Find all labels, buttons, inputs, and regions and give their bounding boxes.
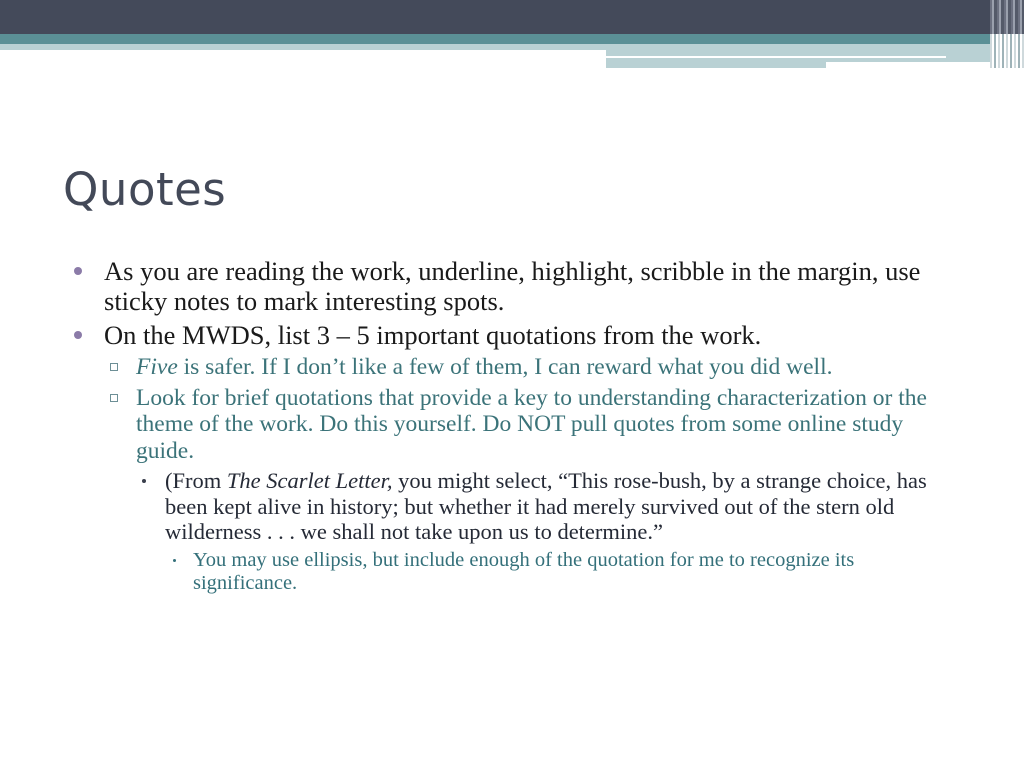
sub-list-item: [72, 354, 946, 381]
bullet-list: [72, 256, 972, 595]
list-item: [72, 320, 984, 350]
list-item-prefix: (From: [165, 468, 227, 493]
list-item-text: You may use ellipsis, but include enough of the quotation for me to recognize its significance.: [193, 548, 855, 594]
sub-sub-list-item: [72, 468, 945, 545]
header-stripes-dark: [990, 0, 1024, 34]
header-teal-band: [0, 34, 1024, 44]
bullet-dot-icon: [74, 331, 82, 339]
square-bullet-icon: [110, 363, 118, 371]
fourth-level-list-item: [72, 549, 923, 595]
square-bullet-icon: [110, 394, 118, 402]
list-item-text: you might select, “This rose-bush, by a strange choice, has been kept alive in history; but whether it had merely survived out of the stern old wilderness . . . we shall not take upon us to determine.”: [165, 468, 927, 544]
list-item-text: On the MWDS, list 3 – 5 important quotations from the work.: [104, 320, 762, 350]
list-item-text: is safer. If I don’t like a few of them, I can reward what you did well.: [177, 354, 833, 380]
list-item: [72, 256, 984, 316]
slide-body: [72, 256, 972, 595]
book-title: The Scarlet Letter,: [226, 468, 393, 493]
sub-list-item: [72, 385, 946, 465]
bullet-dot-icon: [74, 267, 82, 275]
tiny-dot-bullet-icon: [173, 559, 176, 562]
header-dark-band: [0, 0, 1024, 34]
list-item-text: Look for brief quotations that provide a key to understanding characterization or the theme of the work. Do this yourself. Do NOT pull quotes from some online study guide.: [136, 384, 927, 464]
emphasis-text: Five: [136, 354, 178, 380]
list-item-text: As you are reading the work, underline, highlight, scribble in the margin, use sticky notes to mark interesting spots.: [104, 256, 921, 316]
slide-title: Quotes: [63, 163, 227, 216]
header-light-accent-short: [606, 62, 826, 68]
small-dot-bullet-icon: [142, 479, 146, 483]
header-divider-line: [606, 56, 946, 58]
